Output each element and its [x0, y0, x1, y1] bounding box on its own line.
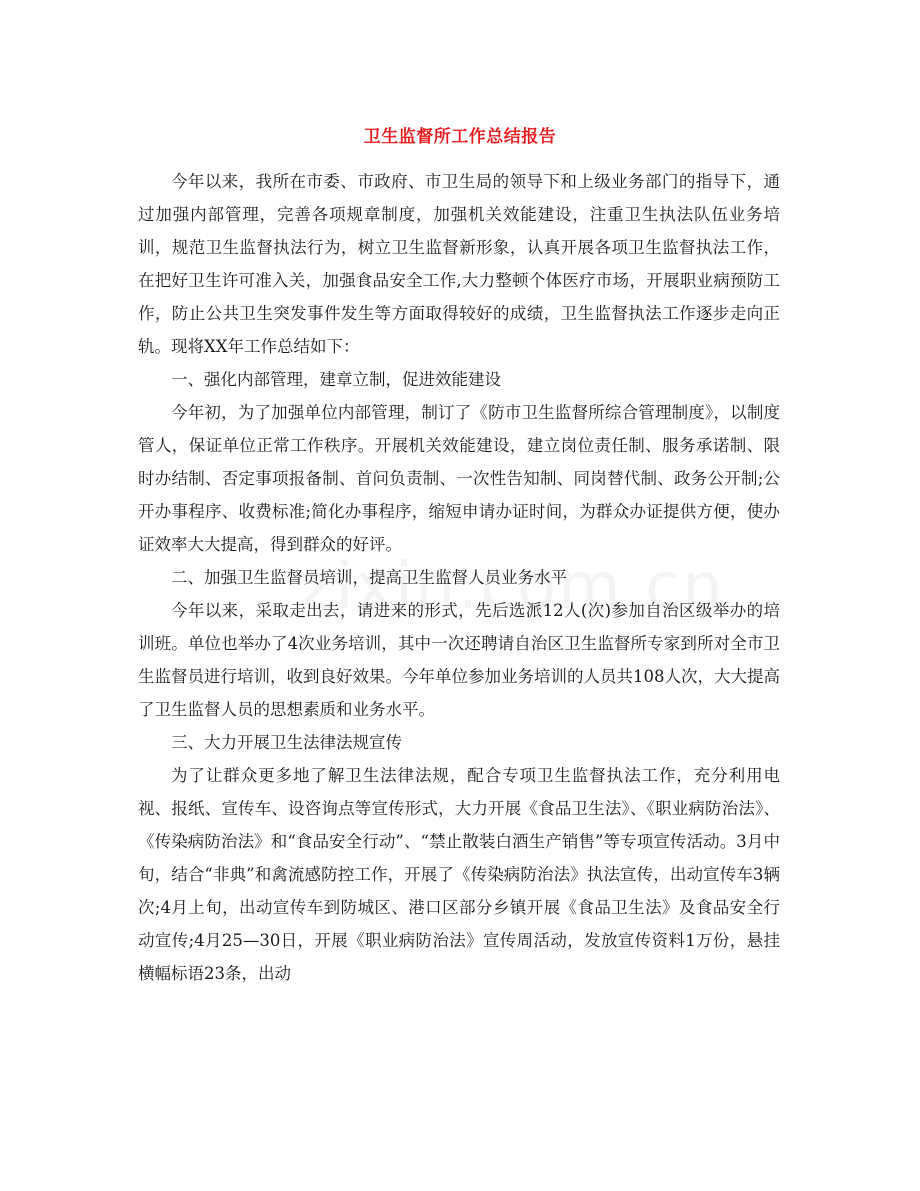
section-heading-2: 二、加强卫生监督员培训，提高卫生监督人员业务水平: [171, 568, 567, 587]
section-heading-1: 一、强化内部管理，建章立制，促进效能建设: [171, 370, 501, 389]
section-3-paragraph: 为了让群众更多地了解卫生法律法规，配合专项卫生监督执法工作，充分利用电视、报纸、宣传车、设咨询点等宣传形式，大力开展《食品卫生法》、《职业病防治法》、《传染病防治法》和“食品安全行动”、“禁止散装白酒生产销售”等专项宣传活动。3月中旬，结合“非典”和禽流感防控工作，开展了《传染病防治法》执法宣传，出动宣传车3辆次;4月上旬，出动宣传车到防城区、港口区部分乡镇开展《食品卫生法》及食品安全行动宣传;4月25—30日，开展《职业病防治法》宣传周活动，发放宣传资料1万份，悬挂横幅标语23条，出动: [138, 766, 780, 983]
section-1-paragraph: 今年初，为了加强单位内部管理，制订了《防市卫生监督所综合管理制度》，以制度管人，保证单位正常工作秩序。开展机关效能建设，建立岗位责任制、服务承诺制、限时办结制、否定事项报备制、首问负责制、一次性告知制、同岗替代制、政务公开制;公开办事程序、收费标准;简化办事程序，缩短申请办证时间，为群众办证提供方便，使办证效率大大提高，得到群众的好评。: [138, 403, 780, 554]
section-2-paragraph: 今年以来，采取走出去，请进来的形式，先后选派12人(次)参加自治区级举办的培训班。单位也举办了4次业务培训，其中一次还聘请自治区卫生监督所专家到所对全市卫生监督员进行培训，收到良好效果。今年单位参加业务培训的人员共108人次，大大提高了卫生监督人员的思想素质和业务水平。: [138, 601, 780, 719]
intro-paragraph: 今年以来，我所在市委、市政府、市卫生局的领导下和上级业务部门的指导下，通过加强内部管理，完善各项规章制度，加强机关效能建设，注重卫生执法队伍业务培训，规范卫生监督执法行为，树立卫生监督新形象，认真开展各项卫生监督执法工作，在把好卫生许可准入关，加强食品安全工作,大力整顿个体医疗市场，开展职业病预防工作，防止公共卫生突发事件发生等方面取得较好的成绩，卫生监督执法工作逐步走向正轨。现将XX年工作总结如下：: [138, 172, 780, 356]
document-body: [138, 165, 780, 990]
section-heading-3: 三、大力开展卫生法律法规宣传: [171, 733, 402, 752]
document-title: 卫生监督所工作总结报告: [363, 127, 557, 147]
